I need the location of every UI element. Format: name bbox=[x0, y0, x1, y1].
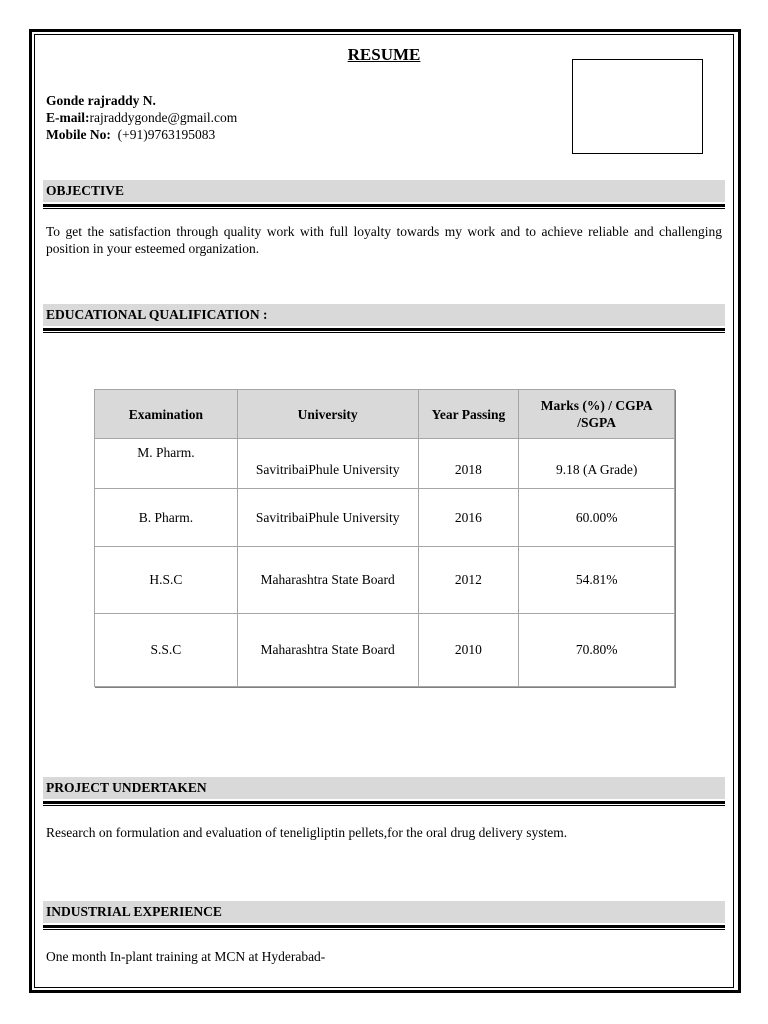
table-cell: 54.81% bbox=[519, 547, 675, 614]
table-cell: SavitribaiPhule University bbox=[237, 439, 418, 489]
column-header: Examination bbox=[95, 390, 238, 439]
table-header-row bbox=[95, 390, 675, 439]
table-cell: Maharashtra State Board bbox=[237, 614, 418, 687]
mobile-label: Mobile No: bbox=[46, 127, 111, 142]
table-cell: 70.80% bbox=[519, 614, 675, 687]
table-row bbox=[95, 489, 675, 547]
table-cell: 2012 bbox=[418, 547, 519, 614]
mobile-value: (+91)9763195083 bbox=[117, 127, 216, 142]
experience-text: One month In-plant training at MCN at Hyderabad- bbox=[46, 949, 326, 964]
table-cell: 2010 bbox=[418, 614, 519, 687]
table-cell: 60.00% bbox=[519, 489, 675, 547]
experience-rule bbox=[43, 925, 725, 930]
objective-heading: OBJECTIVE bbox=[43, 180, 725, 202]
project-heading: PROJECT UNDERTAKEN bbox=[43, 777, 725, 799]
education-rule bbox=[43, 328, 725, 333]
table-cell: B. Pharm. bbox=[95, 489, 238, 547]
photo-placeholder bbox=[572, 59, 703, 154]
table-cell: SavitribaiPhule University bbox=[237, 489, 418, 547]
table-cell: Maharashtra State Board bbox=[237, 547, 418, 614]
project-text: Research on formulation and evaluation of teneligliptin pellets,for the oral drug delivery system. bbox=[46, 825, 568, 840]
table-cell: 9.18 (A Grade) bbox=[519, 439, 675, 489]
table-cell: M. Pharm. bbox=[95, 439, 238, 489]
email-label: E-mail: bbox=[46, 110, 90, 125]
resume-title: RESUME bbox=[347, 45, 421, 64]
column-header: University bbox=[237, 390, 418, 439]
project-rule bbox=[43, 801, 725, 806]
column-header: Marks (%) / CGPA /SGPA bbox=[519, 390, 675, 439]
objective-text: To get the satisfaction through quality work with full loyalty towards my work and to achieve reliable and challenging position in your esteemed organization. bbox=[46, 224, 722, 256]
table-row bbox=[95, 614, 675, 687]
table-cell: 2016 bbox=[418, 489, 519, 547]
email-value: rajraddygonde@gmail.com bbox=[89, 110, 238, 125]
objective-rule bbox=[43, 204, 725, 209]
experience-heading: INDUSTRIAL EXPERIENCE bbox=[43, 901, 725, 923]
table-cell: H.S.C bbox=[95, 547, 238, 614]
candidate-name: Gonde rajraddy N. bbox=[46, 93, 156, 108]
contact-block bbox=[46, 92, 237, 143]
education-table bbox=[94, 389, 675, 687]
education-heading: EDUCATIONAL QUALIFICATION : bbox=[43, 304, 725, 326]
table-cell: 2018 bbox=[418, 439, 519, 489]
table-row bbox=[95, 439, 675, 489]
table-cell: S.S.C bbox=[95, 614, 238, 687]
table-row bbox=[95, 547, 675, 614]
column-header: Year Passing bbox=[418, 390, 519, 439]
